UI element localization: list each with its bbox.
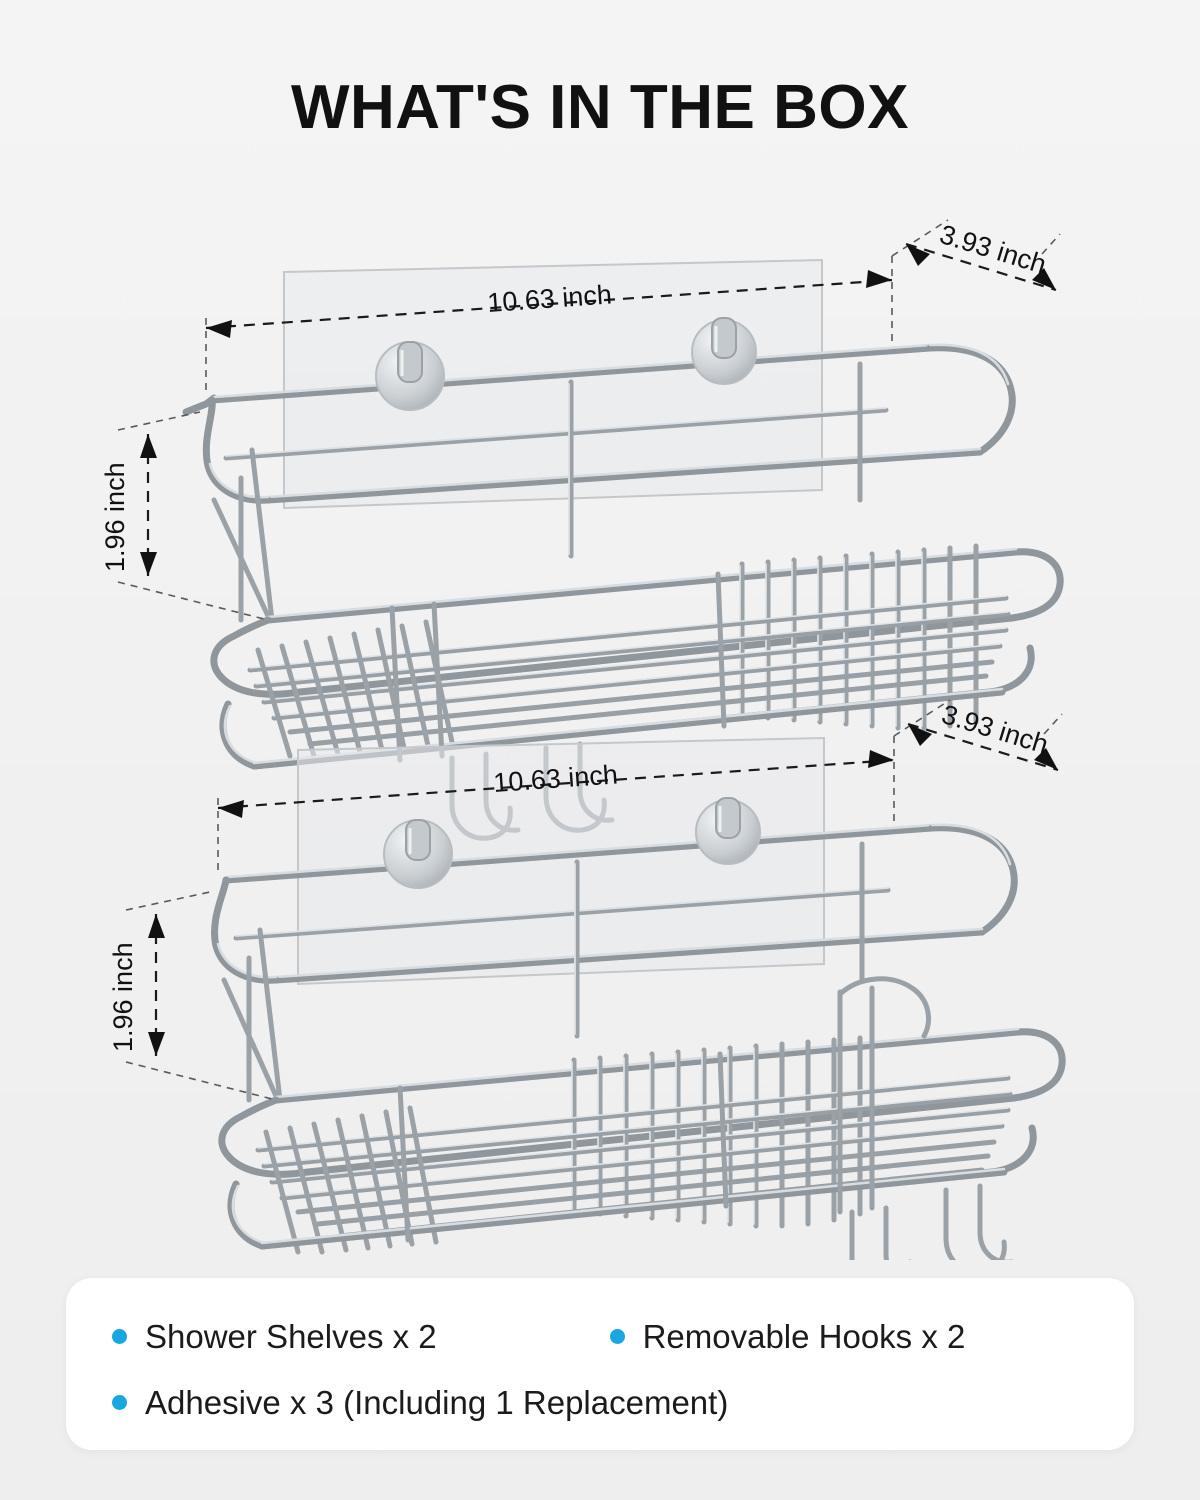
dimension-upper-height-label: 1.96 inch xyxy=(100,462,130,572)
legend-item-label: Adhesive x 3 (Including 1 Replacement) xyxy=(145,1383,729,1421)
legend-item-label: Removable Hooks x 2 xyxy=(642,1318,966,1355)
mounting-disc-upper-left xyxy=(376,342,444,410)
mounting-disc-lower-left xyxy=(384,820,452,888)
list-item xyxy=(112,1378,728,1428)
dimension-lower-depth-label: 3.93 inch xyxy=(938,699,1052,760)
dimension-lower-width-label: 10.63 inch xyxy=(492,759,619,798)
product-diagram xyxy=(0,200,1200,1250)
legend-item-label: Shower Shelves x 2 xyxy=(145,1318,437,1355)
shelf-lower-group xyxy=(108,699,1062,1260)
dimension-upper-depth xyxy=(892,219,1060,290)
dimension-lower-height-label: 1.96 inch xyxy=(108,942,138,1052)
mounting-disc-lower-right xyxy=(696,798,760,864)
shelf-lower-basket xyxy=(222,1029,1062,1252)
bullet-icon xyxy=(610,1329,625,1344)
list-item xyxy=(112,1312,610,1362)
page-title: WHAT'S IN THE BOX xyxy=(291,73,909,142)
dimension-lower-depth xyxy=(894,699,1062,770)
bullet-icon xyxy=(112,1395,127,1410)
whats-in-the-box-legend xyxy=(66,1278,1134,1450)
bullet-icon xyxy=(112,1329,127,1344)
shelf-upper-basket xyxy=(214,546,1060,766)
dimension-upper-depth-label: 3.93 inch xyxy=(936,219,1050,280)
mounting-disc-upper-right xyxy=(692,318,756,384)
list-item xyxy=(610,1312,1088,1362)
dimension-upper-width-label: 10.63 inch xyxy=(486,279,613,318)
